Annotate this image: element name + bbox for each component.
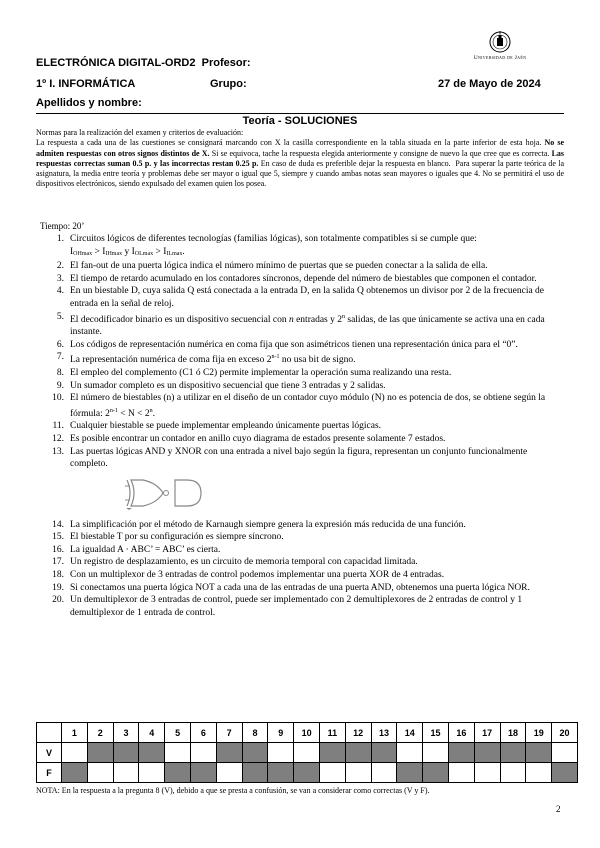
name-label: Apellidos y nombre: bbox=[36, 97, 142, 109]
answer-row-f bbox=[37, 763, 578, 783]
group-course: 1º I. INFORMÁTICA bbox=[36, 78, 136, 90]
answer-cell-v-5[interactable] bbox=[165, 743, 191, 763]
answer-cell-f-2[interactable] bbox=[87, 763, 113, 783]
column-header: 17 bbox=[474, 723, 500, 743]
question-item: 19. Si conectamos una puerta lógica NOT a cada una de las entradas de una puerta AND, obtenemos una puerta lógica NOR. bbox=[52, 582, 530, 593]
column-header: 1 bbox=[62, 723, 88, 743]
answer-cell-f-16[interactable] bbox=[448, 763, 474, 783]
nota-text: NOTA: En la respuesta a la pregunta 8 (V), debido a que se presta a confusión, se van a considerar como correctas (V y F). bbox=[36, 786, 430, 795]
question-1-formula: $I_{OHmax} > I_{IHmax}$ y $I_{OLmax} > I_{ILmax}$. bbox=[70, 246, 185, 257]
question-item: 4. En un biestable D, cuya salida Q está conectada a la entrada D, en la salida Q obtenemos un divisor por 2 de la frecuencia de entrada en la señal de reloj. bbox=[56, 286, 545, 309]
answer-cell-v-11[interactable] bbox=[319, 743, 345, 763]
answer-cell-f-19[interactable] bbox=[526, 763, 552, 783]
answer-cell-v-8[interactable] bbox=[242, 743, 268, 763]
answer-cell-v-19[interactable] bbox=[526, 743, 552, 763]
column-header: 18 bbox=[500, 723, 526, 743]
corner-cell bbox=[37, 723, 62, 743]
xnor-and-gate-icon bbox=[125, 477, 205, 511]
answer-cell-f-15[interactable] bbox=[423, 763, 449, 783]
column-header: 16 bbox=[448, 723, 474, 743]
question-item: 6. Los códigos de representación numérica en coma fija que son asimétricos tienen una representación única para el “0”. bbox=[56, 339, 518, 350]
page-number: 2 bbox=[556, 804, 561, 814]
question-item: 3. El tiempo de retardo acumulado en los contadores síncronos, depende del número de biestables que componen el contador. bbox=[56, 273, 537, 284]
question-item: 17. Un registro de desplazamiento, es un circuito de memoria temporal con capacidad limitada. bbox=[52, 557, 418, 568]
answer-cell-v-15[interactable] bbox=[423, 743, 449, 763]
answer-cell-f-14[interactable] bbox=[397, 763, 423, 783]
university-logo bbox=[462, 30, 538, 61]
answer-cell-v-3[interactable] bbox=[113, 743, 139, 763]
answer-cell-v-7[interactable] bbox=[216, 743, 242, 763]
answer-cell-v-6[interactable] bbox=[190, 743, 216, 763]
answer-header-row bbox=[37, 723, 578, 743]
answer-cell-f-18[interactable] bbox=[500, 763, 526, 783]
column-header: 3 bbox=[113, 723, 139, 743]
column-header: 15 bbox=[423, 723, 449, 743]
column-header: 5 bbox=[165, 723, 191, 743]
question-item: 1. Circuitos lógicos de diferentes tecnologías (familias lógicas), son totalmente compatibles si se cumple que: $I_{OHmax} > I_{IHmax}$ y $I_{OLmax} > I_{ILmax}$. bbox=[56, 234, 477, 257]
answer-cell-v-9[interactable] bbox=[268, 743, 294, 763]
answer-cell-f-3[interactable] bbox=[113, 763, 139, 783]
column-header: 2 bbox=[87, 723, 113, 743]
answer-cell-v-18[interactable] bbox=[500, 743, 526, 763]
column-header: 7 bbox=[216, 723, 242, 743]
answer-cell-v-16[interactable] bbox=[448, 743, 474, 763]
answer-cell-f-20[interactable] bbox=[552, 763, 578, 783]
question-item: 7. La representación numérica de coma fija en exceso 2$^{n-1}$ no usa bit de signo. bbox=[56, 352, 356, 366]
answer-row-v bbox=[37, 743, 578, 763]
answer-table bbox=[36, 722, 578, 783]
question-item: 8. El empleo del complemento (C1 ó C2) permite implementar la operación suma realizando una resta. bbox=[56, 367, 452, 378]
answer-cell-f-12[interactable] bbox=[345, 763, 371, 783]
grupo-label: Grupo: bbox=[210, 78, 247, 90]
question-item: 12. Es posible encontrar un contador en anillo cuyo diagrama de estados presente solamente 7 estados. bbox=[52, 433, 446, 444]
question-item: 11. Cualquier biestable se puede implementar empleando únicamente puertas lógicas. bbox=[52, 421, 382, 432]
answer-cell-v-13[interactable] bbox=[371, 743, 397, 763]
question-item: 5. El decodificador binario es un dispositivo secuencial con n entradas y 2$^n$ salidas, de las que únicamente se activa una en cada instante. bbox=[56, 311, 545, 338]
question-item: 2. El fan-out de una puerta lógica indica el número mínimo de puertas que se pueden conectar a la salida de ella. bbox=[56, 261, 488, 272]
logic-gates-figure bbox=[70, 471, 566, 519]
answer-cell-f-8[interactable] bbox=[242, 763, 268, 783]
answer-cell-f-11[interactable] bbox=[319, 763, 345, 783]
column-header: 11 bbox=[319, 723, 345, 743]
question-item: 16. La igualdad A · ABC’ = ABC’ es cierta. bbox=[52, 544, 221, 555]
question-item: 14. La simplificación por el método de Karnaugh siempre genera la expresión más reducida de una función. bbox=[52, 519, 466, 530]
answer-cell-f-9[interactable] bbox=[268, 763, 294, 783]
course-title: ELECTRÓNICA DIGITAL-ORD2 Profesor: bbox=[36, 57, 251, 69]
profesor-label: Profesor: bbox=[201, 57, 251, 69]
question-item: 13. Las puertas lógicas AND y XNOR con una entrada a nivel bajo según la figura, representan un conjunto funcionalmente completo. bbox=[38, 446, 566, 519]
page-title: Teoría - SOLUCIONES bbox=[36, 113, 564, 127]
answer-cell-f-1[interactable] bbox=[62, 763, 88, 783]
answer-cell-v-17[interactable] bbox=[474, 743, 500, 763]
column-header: 20 bbox=[552, 723, 578, 743]
exam-norms bbox=[36, 128, 564, 190]
norms-paragraph: La respuesta a cada una de las cuestiones se consignará marcando con X la casilla correspondiente en la tabla situada en la parte inferior de esta hoja. No se admiten respuestas con otros signos distintos de X. Si se equivoca, tache la respuesta elegida anteriormente y consigne de nuevo la que cree que es correcta. Las respuestas correctas suman 0.5 p. y las incorrectas restan 0.25 p. En caso de duda es preferible dejar la respuesta en blanco. Para superar la parte teórica de la asignatura, la media entre teoría y problemas debe ser mayor o igual que 5, siempre y cuando ambas notas sean mayores o iguales que 4. No se permitirá el uso de dispositivos electrónicos, siendo expulsado del examen quien los posea. bbox=[36, 138, 565, 189]
answer-cell-f-4[interactable] bbox=[139, 763, 165, 783]
answer-cell-f-7[interactable] bbox=[216, 763, 242, 783]
column-header: 10 bbox=[294, 723, 320, 743]
answer-cell-v-10[interactable] bbox=[294, 743, 320, 763]
question-item: 18. Con un multiplexor de 3 entradas de control podemos implementar una puerta XOR de 4 entradas. bbox=[52, 570, 445, 581]
norms-heading: Normas para la realización del examen y criterios de evaluación: bbox=[36, 128, 244, 137]
row-label-v: V bbox=[37, 743, 62, 763]
answer-cell-v-4[interactable] bbox=[139, 743, 165, 763]
answer-cell-f-5[interactable] bbox=[165, 763, 191, 783]
question-item: 15. El biestable T por su configuración es siempre síncrono. bbox=[52, 532, 284, 543]
exam-time: Tiempo: 20’ bbox=[40, 221, 85, 231]
answer-cell-f-17[interactable] bbox=[474, 763, 500, 783]
answer-cell-v-12[interactable] bbox=[345, 743, 371, 763]
question-item: 10. El número de biestables (n) a utilizar en el diseño de un contador cuyo módulo (N) no es potencia de dos, se obtiene según la fórmula: $2^{n-1} < N < 2^n$. bbox=[52, 393, 546, 419]
answer-cell-f-10[interactable] bbox=[294, 763, 320, 783]
question-item: 9. Un sumador completo es un dispositivo secuencial que tiene 3 entradas y 2 salidas. bbox=[56, 380, 386, 391]
question-item: 20. Un demultiplexor de 3 entradas de control, puede ser implementado con 2 demultiplexores de 2 entradas de control y 1 demultiplexor de 1 entrada de control. bbox=[52, 595, 523, 618]
column-header: 6 bbox=[190, 723, 216, 743]
university-seal-icon bbox=[489, 30, 511, 54]
answer-cell-v-1[interactable] bbox=[62, 743, 88, 763]
question-list bbox=[38, 233, 566, 619]
column-header: 19 bbox=[526, 723, 552, 743]
column-header: 9 bbox=[268, 723, 294, 743]
exam-date: 27 de Mayo de 2024 bbox=[438, 78, 541, 90]
column-header: 14 bbox=[397, 723, 423, 743]
answer-cell-v-14[interactable] bbox=[397, 743, 423, 763]
answer-cell-v-20[interactable] bbox=[552, 743, 578, 763]
university-name: Universidad de Jaén bbox=[473, 55, 527, 61]
column-header: 8 bbox=[242, 723, 268, 743]
answer-cell-f-6[interactable] bbox=[190, 763, 216, 783]
answer-cell-v-2[interactable] bbox=[87, 743, 113, 763]
answer-cell-f-13[interactable] bbox=[371, 763, 397, 783]
column-header: 4 bbox=[139, 723, 165, 743]
row-label-f: F bbox=[37, 763, 62, 783]
column-header: 13 bbox=[371, 723, 397, 743]
column-header: 12 bbox=[345, 723, 371, 743]
